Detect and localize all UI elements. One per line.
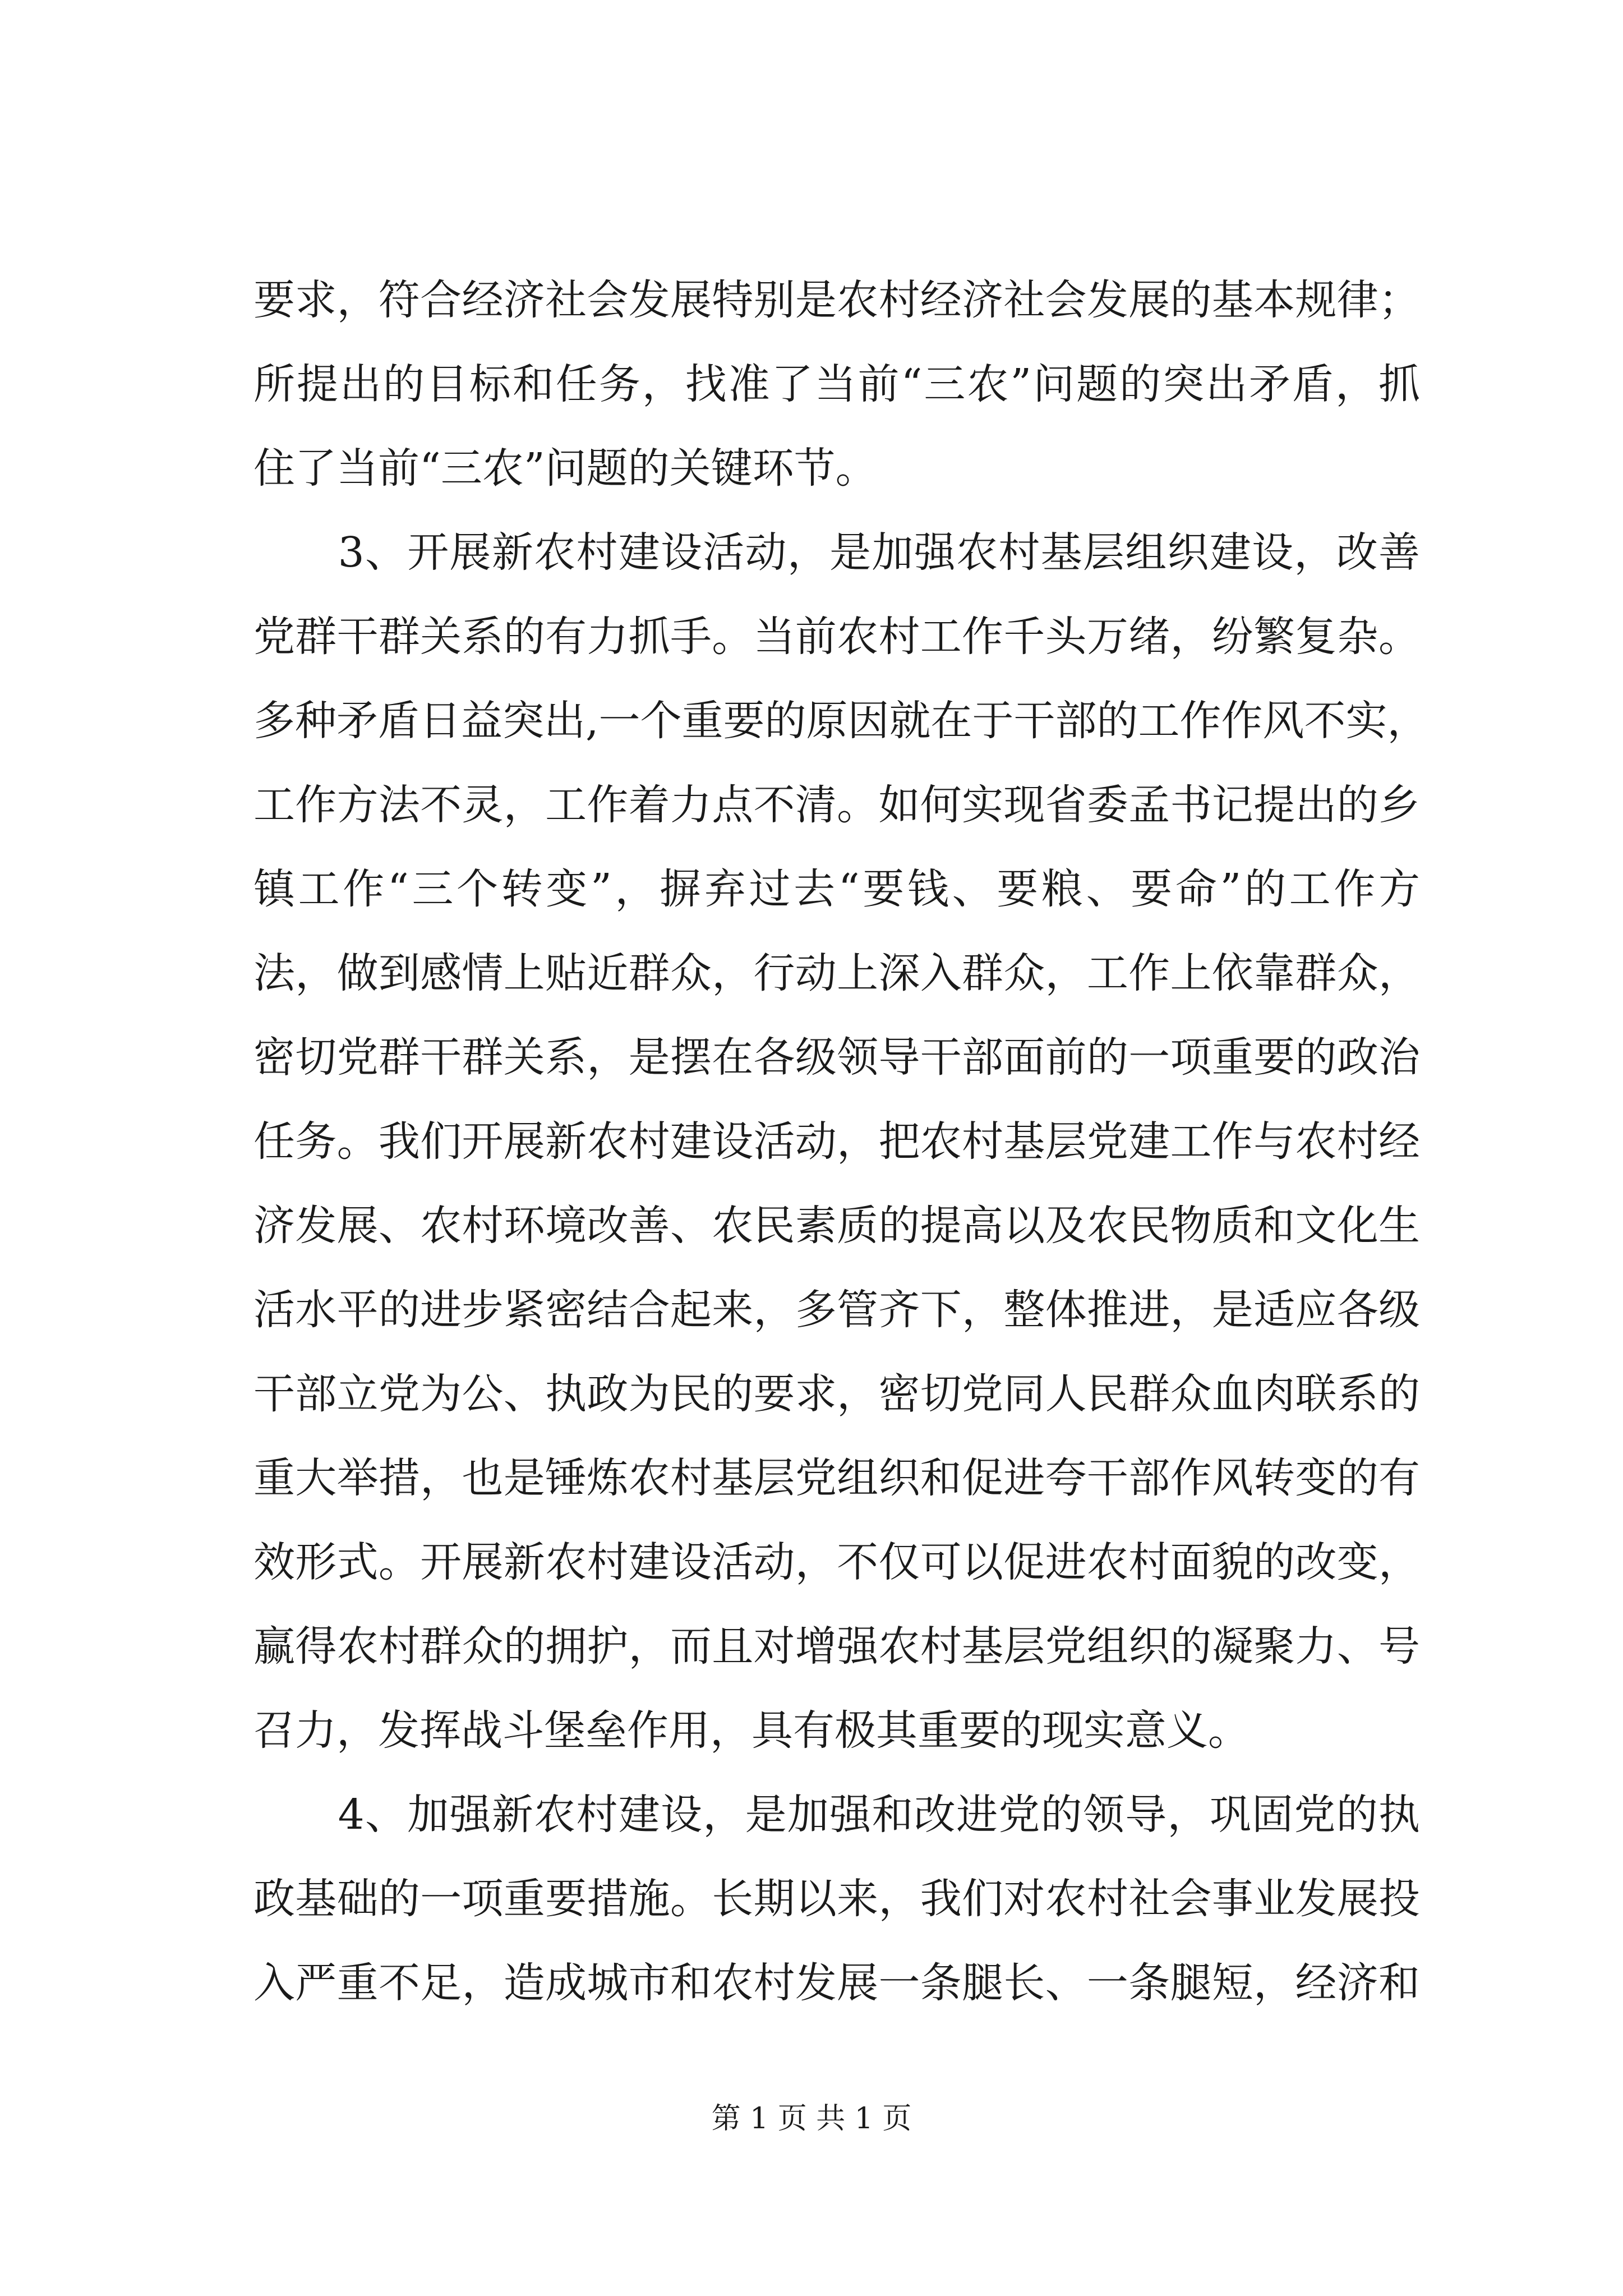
text-line: 法，做到感情上贴近群众，行动上深入群众，工作上依靠群众， [253, 949, 1420, 997]
text-line: 3、开展新农村建设活动，是加强农村基层组织建设，改善 [253, 528, 1420, 577]
text-line: 干部立党为公、执政为民的要求，密切党同人民群众血肉联系的 [253, 1370, 1420, 1418]
text-line: 任务。我们开展新农村建设活动，把农村基层党建工作与农村经 [253, 1117, 1420, 1166]
text-line: 多种矛盾日益突出,一个重要的原因就在于干部的工作作风不实， [253, 697, 1429, 745]
text-line: 入严重不足，造成城市和农村发展一条腿长、一条腿短，经济和 [253, 1959, 1420, 2007]
text-line: 重大举措，也是锤炼农村基层党组织和促进夸干部作风转变的有 [253, 1454, 1420, 1502]
text-line: 济发展、农村环境改善、农民素质的提高以及农民物质和文化生 [253, 1202, 1420, 1250]
text-line: 赢得农村群众的拥护，而且对增强农村基层党组织的凝聚力、号 [253, 1622, 1420, 1671]
text-line: 密切党群干群关系，是摆在各级领导干部面前的一项重要的政治 [253, 1033, 1420, 1082]
text-line: 4、加强新农村建设，是加强和改进党的领导，巩固党的执 [253, 1791, 1420, 1839]
text-line: 镇工作“三个转变”，摒弃过去“要钱、要粮、要命”的工作方 [253, 865, 1420, 913]
text-line: 活水平的进步紧密结合起来，多管齐下，整体推进，是适应各级 [253, 1286, 1420, 1334]
page-number-footer: 第 1 页 共 1 页 [711, 2102, 912, 2136]
text-line: 工作方法不灵，工作着力点不清。如何实现省委孟书记提出的乡 [253, 781, 1420, 829]
text-line: 党群干群关系的有力抓手。当前农村工作千头万绪，纷繁复杂。 [253, 613, 1420, 661]
text-line: 住了当前“三农”问题的关键环节。 [253, 444, 877, 493]
text-line: 召力，发挥战斗堡垒作用，具有极其重要的现实意义。 [253, 1706, 1249, 1755]
text-line: 所提出的目标和任务，找准了当前“三农”问题的突出矛盾，抓 [253, 360, 1420, 408]
text-line: 效形式。开展新农村建设活动，不仅可以促进农村面貌的改变， [253, 1538, 1420, 1586]
text-line: 要求，符合经济社会发展特别是农村经济社会发展的基本规律； [253, 276, 1420, 324]
text-line: 政基础的一项重要措施。长期以来，我们对农村社会事业发展投 [253, 1875, 1420, 1923]
